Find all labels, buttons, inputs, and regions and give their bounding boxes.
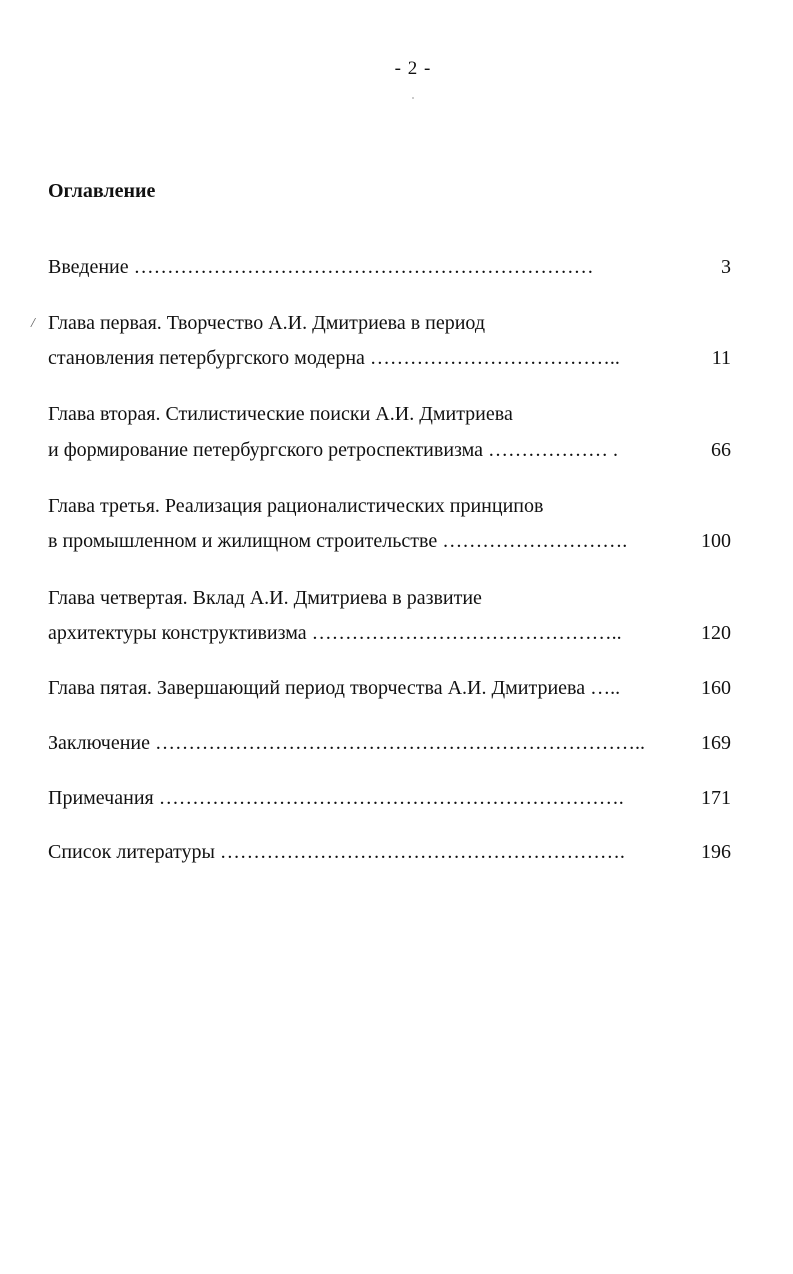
toc-entry-text: Список литературы …………………………………………………….	[48, 841, 625, 863]
toc-entry-page: 3	[721, 256, 731, 278]
page-title: Оглавление	[48, 180, 156, 202]
toc-entry-page: 66	[711, 439, 731, 461]
toc-entry-page: 11	[711, 347, 731, 369]
toc-entry-text: Глава третья. Реализация рационалистических принципов	[48, 495, 544, 517]
toc-entry-page: 171	[701, 787, 731, 809]
toc-entry-text: в промышленном и жилищном строительстве ……………………….	[48, 530, 628, 552]
toc-entry-page: 169	[701, 732, 731, 754]
toc-entry-text: архитектуры конструктивизма ………………………………………..	[48, 622, 622, 644]
scan-speck	[412, 97, 414, 99]
page-number: - 2 -	[394, 58, 432, 79]
toc-entry-text: Глава четвертая. Вклад А.И. Дмитриева в развитие	[48, 587, 482, 609]
toc-entry-page: 160	[701, 677, 731, 699]
toc-entry-page: 100	[701, 530, 731, 552]
toc-entry-text: Глава первая. Творчество А.И. Дмитриева в период	[48, 312, 486, 334]
toc-entry-text: и формирование петербургского ретроспективизма ……………… .	[48, 439, 619, 461]
toc-entry-text: Глава вторая. Стилистические поиски А.И. Дмитриева	[48, 403, 513, 425]
toc-entry-page: 120	[701, 622, 731, 644]
toc-entry-page: 196	[701, 841, 731, 863]
margin-mark: /	[31, 316, 35, 331]
toc-entry-text: Примечания …………………………………………………………….	[48, 787, 624, 809]
toc-entry-text: Заключение ………………………………………………………………..	[48, 732, 645, 754]
toc-entry-text: становления петербургского модерна ………………………………..	[48, 347, 620, 369]
toc-entry-text: Введение ……………………………………………………………	[48, 256, 594, 278]
toc-entry-text: Глава пятая. Завершающий период творчества А.И. Дмитриева …..	[48, 677, 621, 699]
